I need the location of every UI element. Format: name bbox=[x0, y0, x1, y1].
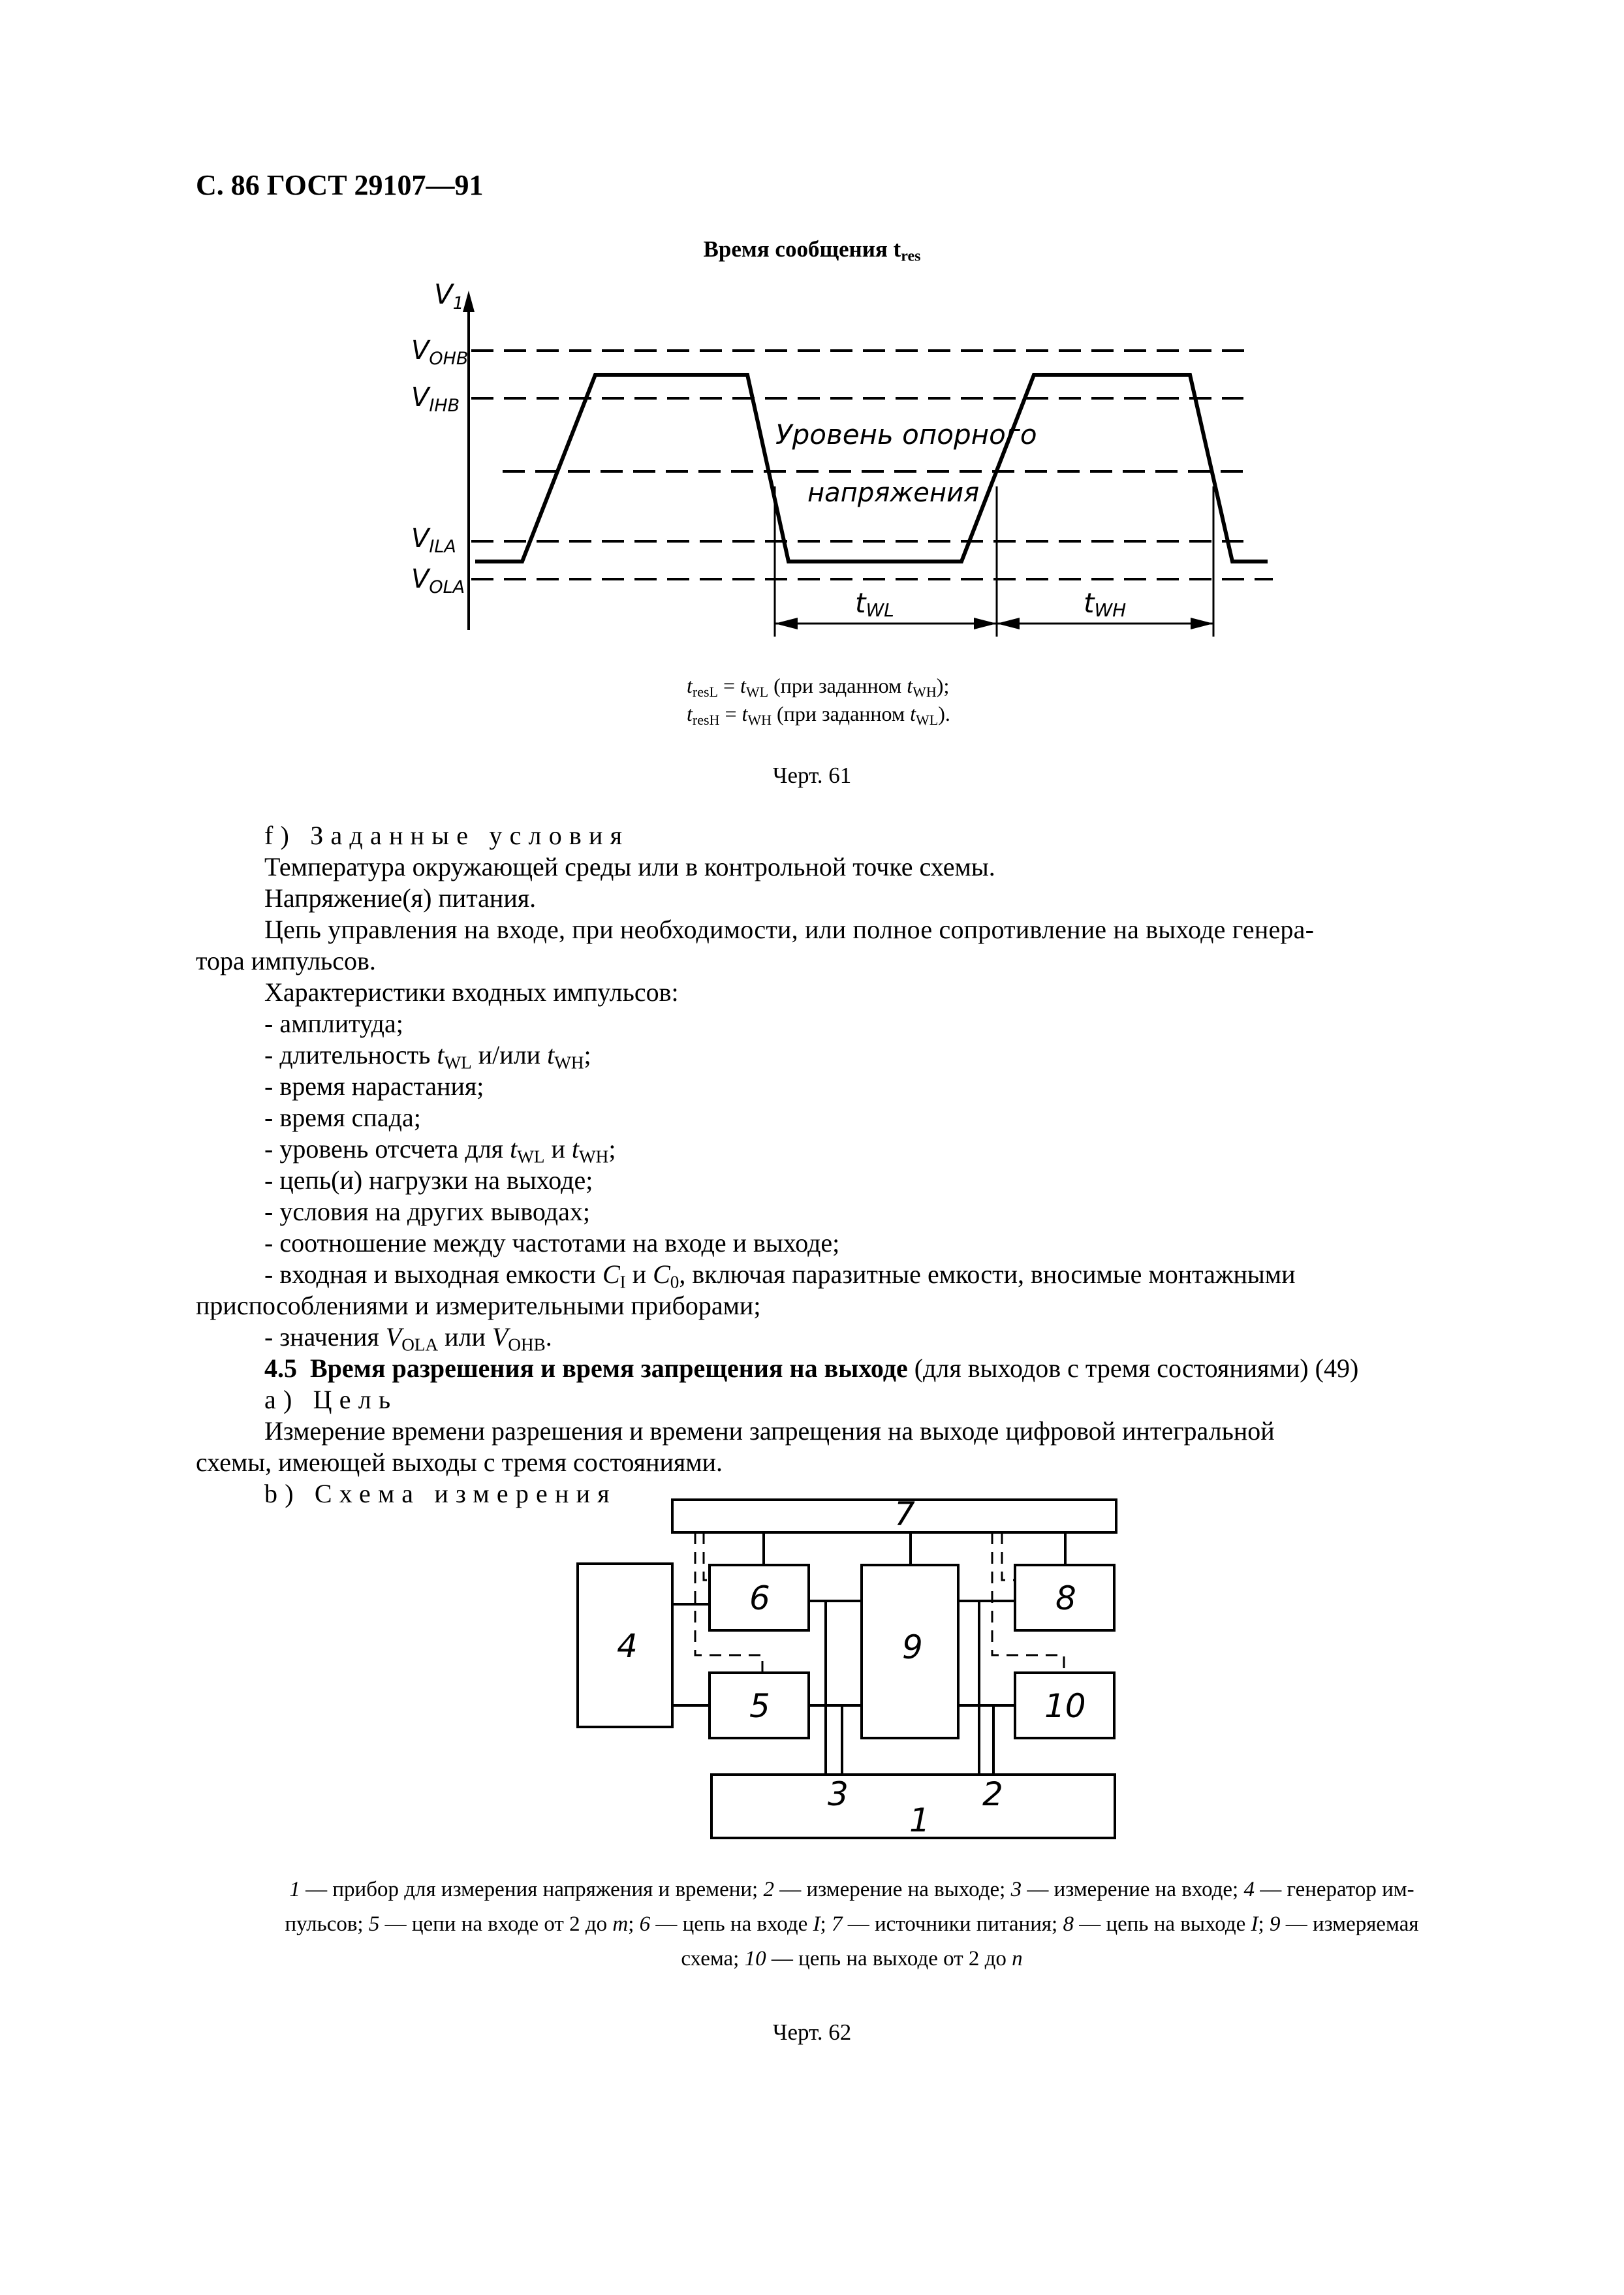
block-9-label: 9 bbox=[902, 1628, 923, 1666]
block-7-label: 7 bbox=[894, 1495, 915, 1533]
reference-label-line2: напряжения bbox=[807, 478, 980, 508]
label-vihb: $V_{IHB}$ bbox=[411, 383, 460, 416]
text-line: Цепь управления на входе, при необходимости, или полное сопротивление на выходе генера- bbox=[264, 915, 1315, 944]
formula-tresl: $t_{resL} = t_{WL}$ (при заданном $t_{WH}$); bbox=[687, 674, 950, 701]
text-line: тора импульсов. bbox=[196, 946, 376, 975]
block-1-label: 1 bbox=[909, 1801, 930, 1839]
text-line: Температура окружающей среды или в контрольной точке схемы. bbox=[264, 852, 995, 881]
reference-label-line1: Уровень опорного bbox=[775, 419, 1037, 451]
list-item-values: - значения $V_{OLA}$ или $V_{OHB}$. bbox=[264, 1322, 552, 1355]
block-4-label: 4 bbox=[617, 1627, 638, 1665]
section-a-heading: a) Цель bbox=[264, 1385, 398, 1414]
block-8-label: 8 bbox=[1055, 1579, 1076, 1617]
list-item: - время нарастания; bbox=[264, 1071, 484, 1101]
block-5-label: 5 bbox=[749, 1687, 770, 1725]
figure-61-caption: Черт. 61 bbox=[772, 763, 852, 788]
section-f-heading: f) Заданные условия bbox=[264, 821, 630, 850]
legend-line-3: схема; 10 — цепь на выходе от 2 до n bbox=[681, 1947, 1023, 1971]
legend-line-1: 1 — прибор для измерения напряжения и времени; 2 — измерение на выходе; 3 — измерение на входе; 4 — генератор им- bbox=[289, 1878, 1414, 1901]
block-10-label: 10 bbox=[1044, 1687, 1086, 1725]
section-b-heading: b) Схема измерения bbox=[264, 1479, 617, 1508]
page-header: С. 86 ГОСТ 29107—91 bbox=[196, 169, 484, 201]
interval-twl-label: tWL bbox=[855, 587, 894, 621]
interval-twh-label: tWH bbox=[1084, 587, 1127, 621]
list-item-capacitance: - входная и выходная емкости $C_I$ и $C_0$, включая паразитные емкости, вносимые монтажными bbox=[264, 1259, 1296, 1292]
list-item: - время спада; bbox=[264, 1103, 421, 1132]
diagram1-title-text: Время сообщения t bbox=[703, 236, 901, 262]
legend-line-2: пульсов; 5 — цепи на входе от 2 до m; 6 — цепь на входе I; 7 — источники питания; 8 — цепь на выходе I; 9 — измеряемая bbox=[285, 1912, 1419, 1936]
formula-tresh: $t_{resH} = t_{WH}$ (при заданном $t_{WL}$). bbox=[687, 702, 950, 729]
label-vola: $V_{OLA}$ bbox=[411, 564, 465, 597]
text-line: схемы, имеющей выходы с тремя состояниями. bbox=[196, 1448, 723, 1477]
label-vila: $V_{ILA}$ bbox=[411, 524, 456, 557]
block-6-label: 6 bbox=[749, 1579, 770, 1617]
list-item: - условия на других выводах; bbox=[264, 1197, 590, 1226]
text-line: Характеристики входных импульсов: bbox=[264, 977, 679, 1007]
diagram1-title-sub: res bbox=[901, 247, 921, 265]
y-axis-label: V1 bbox=[434, 278, 464, 313]
label-vohb: $V_{OHB}$ bbox=[411, 336, 469, 369]
list-item: - соотношение между частотами на входе и выходе; bbox=[264, 1228, 840, 1258]
list-item: - амплитуда; bbox=[264, 1009, 403, 1038]
block-2-label: 2 bbox=[982, 1775, 1003, 1813]
text-line: приспособлениями и измерительными приборами; bbox=[196, 1291, 761, 1320]
figure-62-caption: Черт. 62 bbox=[772, 2019, 852, 2045]
section-4-5-heading: 4.5 Время разрешения и время запрещения на выходе (для выходов с тремя состояниями) (49) bbox=[264, 1353, 1359, 1383]
list-item-duration: - длительность $t_{WL}$ и/или $t_{WH}$; bbox=[264, 1040, 591, 1073]
text-line: Измерение времени разрешения и времени запрещения на выходе цифровой интегральной bbox=[264, 1416, 1275, 1446]
list-item-reference: - уровень отсчета для $t_{WL}$ и $t_{WH}$; bbox=[264, 1134, 616, 1167]
list-item: - цепь(и) нагрузки на выходе; bbox=[264, 1165, 593, 1195]
text-line: Напряжение(я) питания. bbox=[264, 883, 537, 913]
figure-62-legend bbox=[215, 1873, 1488, 1976]
block-3-label: 3 bbox=[828, 1775, 849, 1813]
